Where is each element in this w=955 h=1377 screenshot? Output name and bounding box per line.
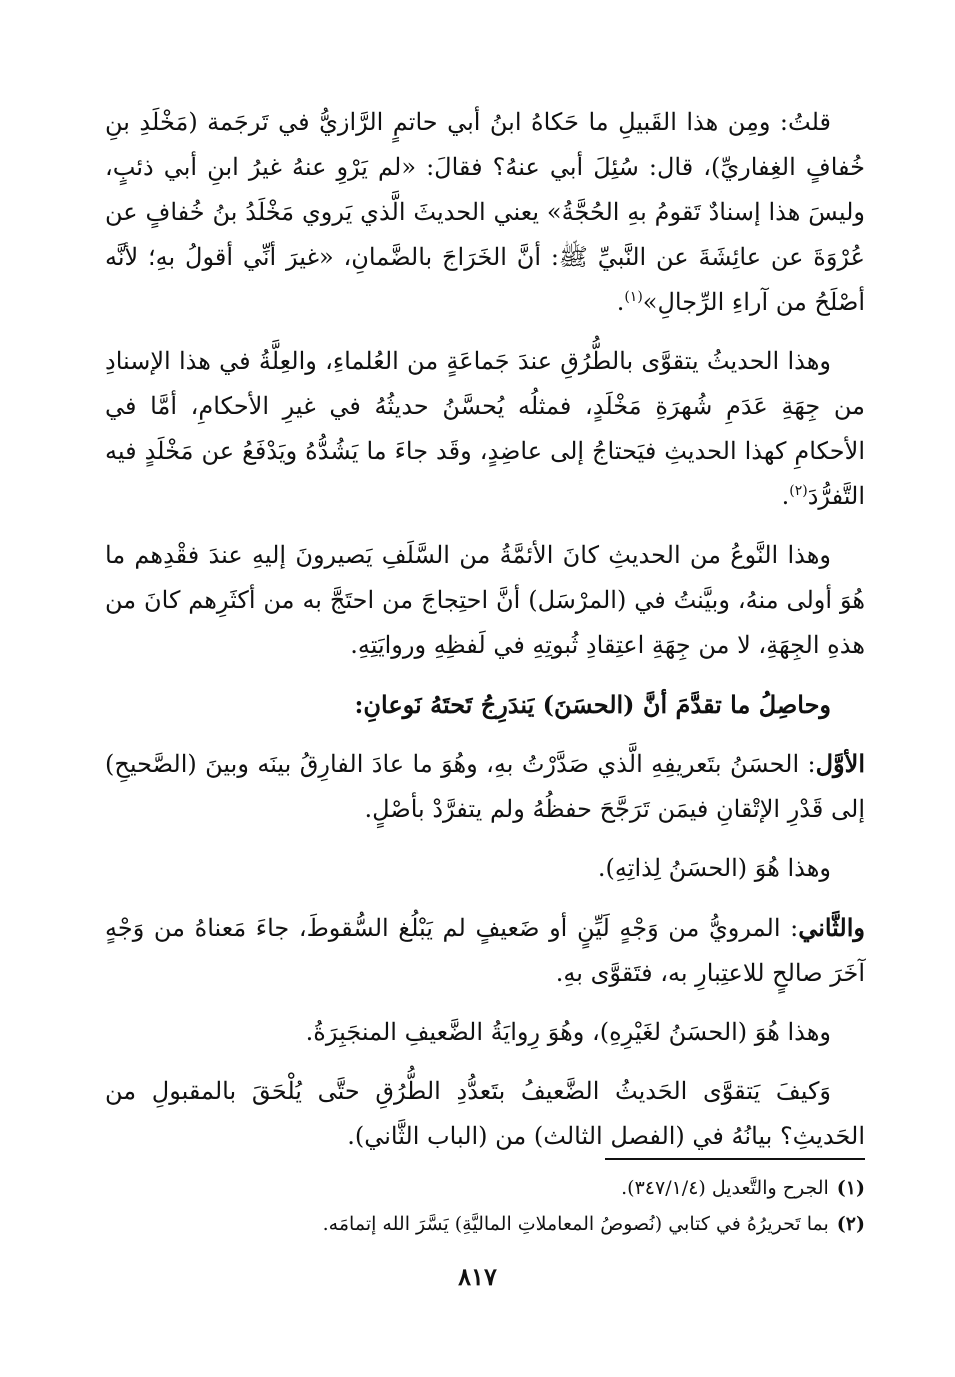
footnote-2-number: (٢) [836, 1213, 865, 1235]
first-type-text: : الحسَنُ بتَعريفِهِ الَّذي صَدَّرْتُ بهِ، وهُوَ ما عادَ الفارِقُ بينَه وبينَ (الصَّحيحِ) إلى قَدْرِ الإتْقانِ فيمَن تَرَجَّحَ حفظُهُ ولم يتفرَّدْ بأصْلٍ. [105, 750, 865, 823]
footnote-ref-2: (٢) [789, 483, 808, 499]
paragraph-1-text: قلتُ: ومِن هذا القَبيلِ ما حَكاهُ ابنُ أبي حاتمٍ الرَّازيُّ في تَرجَمة (مَخْلَدِ بنِ خُفافٍ الغِفاريِّ)، قال: سُئِلَ أبي عنهُ؟ فقالَ: «لم يَرْوِ عنهُ غيرُ ابنِ أبي ذئبٍ، وليسَ هذا إسنادٌ تَقومُ بهِ الحُجَّةُ» يعني الحديثَ الَّذي يَروي مَخْلَدُ بنُ خُفافٍ عن عُرْوَةَ عن عائِشَةَ عن النَّبيِّ ﷺ: أنَّ الخَرَاجَ بالضَّمانِ، «غيرَ أنِّي أقولُ بهِ؛ لأنَّه أصْلَحُ من آراءِ الرِّجالِ» [105, 108, 865, 316]
paragraph-3 [105, 533, 865, 668]
footnotes [105, 1170, 865, 1242]
paragraph-2 [105, 339, 865, 519]
main-text [105, 100, 865, 1173]
paragraph-first-type-name [105, 846, 865, 891]
paragraph-1 [105, 100, 865, 325]
paragraph-second-type [105, 905, 865, 996]
closing-text: وَكيفَ يَتقوَّى الحَديثُ الضَّعيفُ بتَعدُّدِ الطُّرُقِ حتَّى يُلْحَقَ بالمقبولِ من الحَديثِ؟ بيانُهُ في (الفصل الثالث) من (الباب الثَّاني). [105, 1077, 865, 1150]
paragraph-closing [105, 1069, 865, 1159]
paragraph-2-end: . [781, 482, 790, 510]
footnote-ref-1: (١) [624, 289, 643, 305]
paragraph-1-end: . [616, 288, 625, 316]
second-type-label: والثَّاني [798, 913, 865, 942]
paragraph-3-text: وهذا النَّوعُ من الحديثِ كانَ الأئمَّةُ من السَّلَفِ يَصيرونَ إليهِ عندَ فقْدِهم ما هُوَ أولى منهُ، وبيَّنتُ في (المرْسَل) أنَّ احتِجاجَ من احتَجَّ به من أكثَرِهم كانَ من هذهِ الجِهَةِ، لا من جِهَةِ اعتِقادِ ثُبوتِهِ في لَفظِهِ وروايَتِهِ. [105, 541, 865, 659]
footnote-1-number: (١) [836, 1177, 865, 1199]
section-heading [105, 682, 865, 727]
section-heading-text: وحاصِلُ ما تقدَّمَ أنَّ (الحسَنَ) يَندَرِجُ تَحتَهُ نَوعانِ: [354, 690, 831, 719]
footnote-separator [605, 1158, 865, 1160]
second-type-name-text: وهذا هُوَ (الحسَنُ لغَيْرِهِ)، وهُوَ رِوايَةُ الضَّعيفِ المنجَبِرَةُ. [305, 1018, 831, 1046]
footnote-1-text: الجرح والتَّعديل (٣٤٧/١/٤). [621, 1177, 829, 1199]
paragraph-2-text: وهذا الحديثُ يتقوَّى بالطُّرُقِ عندَ جَماعَةٍ من العُلماءِ، والعِلَّةُ في هذا الإسنادِ من جِهَةِ عَدَمِ شُهرَةِ مَخْلَدٍ، فمثلُه يُحسَّنُ حديثُهُ في غيرِ الأحكامِ، أمَّا في الأحكامِ كهذا الحديثِ فيَحتاجُ إلى عاضِدٍ، وقَد جاءَ ما يَشُدُّهُ ويَدْفَعُ عن مَخْلَدٍ فيه التَّفرُّدَ [105, 347, 865, 510]
page-number: ٨١٧ [458, 1262, 497, 1291]
paragraph-second-type-name [105, 1010, 865, 1055]
second-type-text: : المرويُّ من وَجْهٍ لَيِّنٍ أو ضَعيفٍ لم يَبْلُغ السُّقوطَ، جاءَ مَعناهُ من وَجْهٍ آخَرَ صالحٍ للاعتِبارِ به، فتَقوَّى بهِ. [105, 914, 865, 987]
footnote-2 [105, 1206, 865, 1242]
footnote-2-text: بما تَحريرُهُ في كتابي (نُصوصُ المعاملاتِ الماليَّةِ) يَسَّرَ الله إتمامَه. [322, 1213, 829, 1235]
footnote-1 [105, 1170, 865, 1206]
first-type-name-text: وهذا هُوَ (الحسَنُ لِذاتِهِ). [597, 854, 831, 882]
paragraph-first-type [105, 741, 865, 832]
first-type-label: الأوَّل [815, 749, 865, 778]
